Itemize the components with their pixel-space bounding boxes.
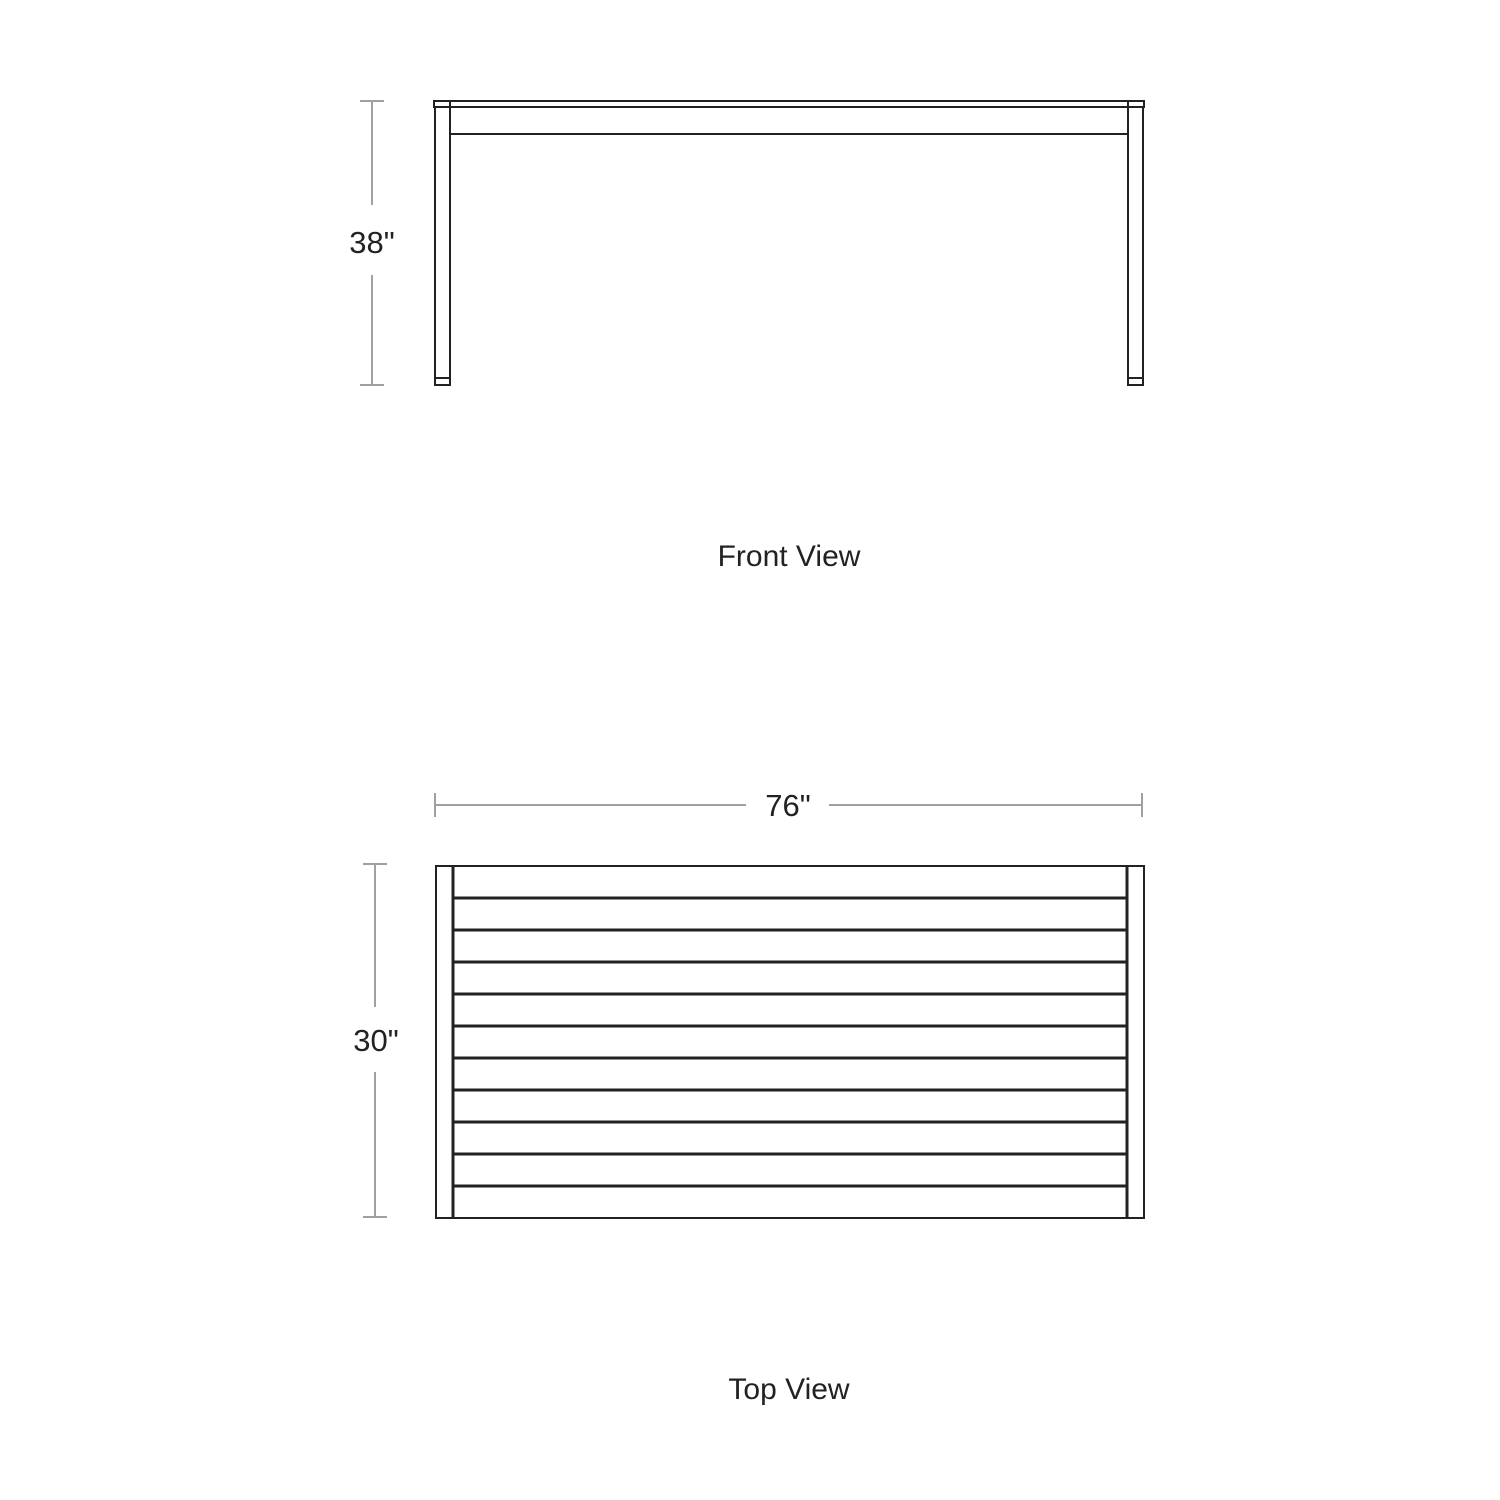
slat-lines <box>453 898 1127 1186</box>
right-leg <box>1128 107 1143 385</box>
top-view <box>353 788 1144 1406</box>
tabletop-outline <box>436 866 1144 1218</box>
top-depth-label: 30" <box>353 1023 399 1058</box>
table-front-elevation <box>434 101 1144 385</box>
front-height-label: 38" <box>349 225 395 260</box>
front-view-caption: Front View <box>717 540 861 573</box>
tabletop-edge <box>434 101 1144 107</box>
table-top-plan <box>436 866 1144 1218</box>
front-view <box>349 101 1144 573</box>
top-view-caption: Top View <box>728 1373 850 1406</box>
left-leg <box>435 107 450 385</box>
top-length-label: 76" <box>765 788 811 823</box>
